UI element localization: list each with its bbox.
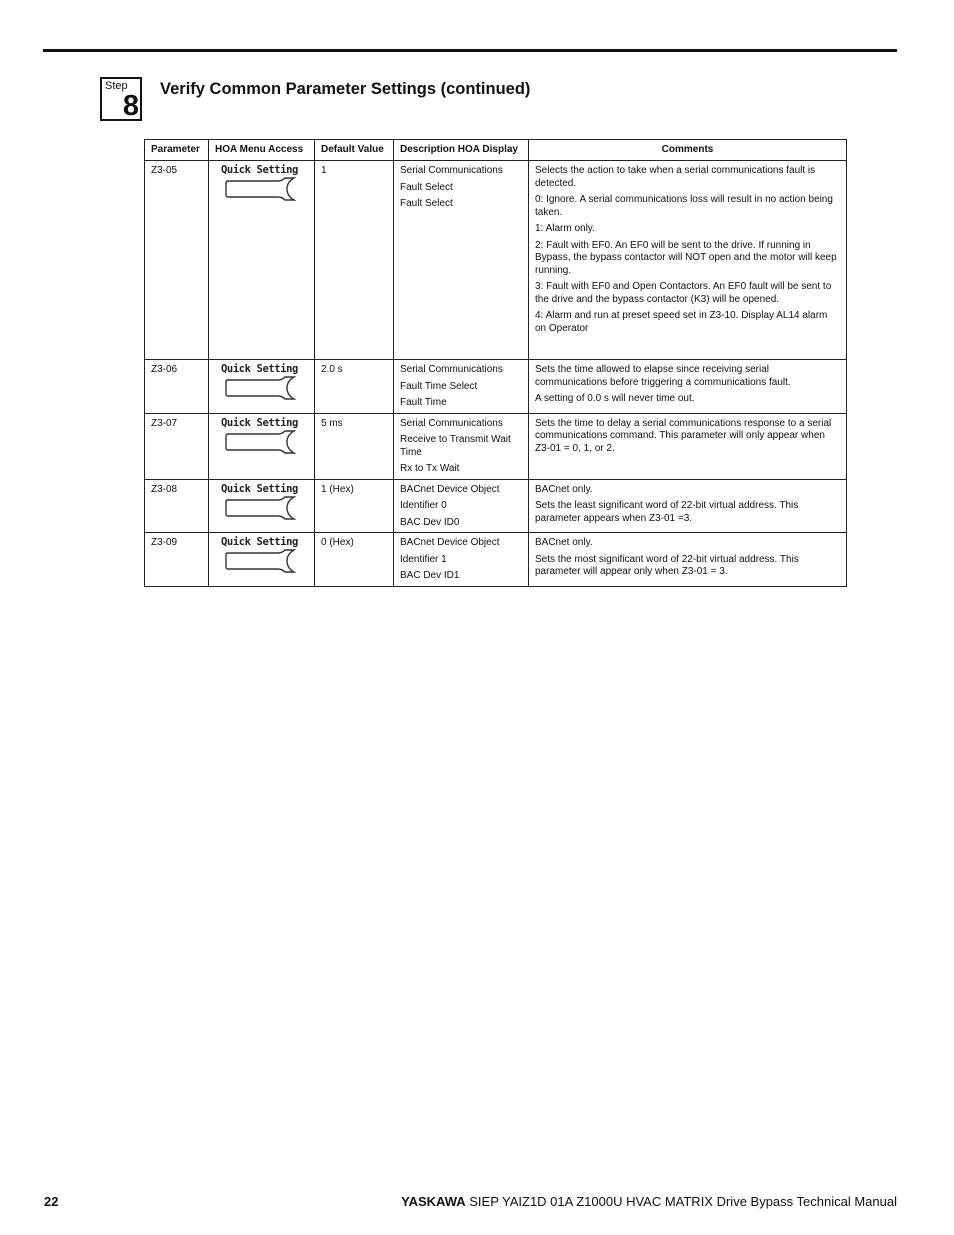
comments-cell (529, 413, 847, 479)
quick-setting-label: Quick Setting (221, 164, 298, 176)
parameter-cell: Z3-09 (145, 533, 209, 587)
menu-access-cell (209, 479, 315, 533)
parameter-table (144, 139, 847, 587)
description-line: Identifier 0 (400, 500, 447, 511)
description-line: Fault Time (400, 397, 447, 408)
description-line: Fault Select (400, 181, 453, 193)
quick-setting-label: Quick Setting (221, 536, 298, 548)
comment-line: Sets the time allowed to elapse since receiving serial communications before triggering a communications fault. (535, 364, 791, 388)
comments-cell (529, 533, 847, 587)
table-row (145, 533, 847, 587)
parameter-cell: Z3-08 (145, 479, 209, 533)
menu-access-cell (209, 533, 315, 587)
step-number: 8 (122, 90, 139, 122)
description-line: Serial Communications (400, 417, 503, 429)
default-value-cell: 5 ms (315, 413, 394, 479)
comment-line: Sets the most significant word of 22-bit virtual address. This parameter will appear only when Z3-01 = 3. (535, 553, 799, 577)
comments-cell (529, 360, 847, 414)
wrench-icon (224, 496, 296, 520)
comment-line: Sets the time to delay a serial communications response to a serial communications command. This parameter will only appear when Z3-01 = 0, 1, or 2. (535, 417, 832, 454)
description-line: BAC Dev ID0 (400, 516, 460, 528)
description-cell (394, 161, 529, 360)
table-header-row (145, 140, 847, 161)
footer-title-text: SIEP YAIZ1D 01A Z1000U HVAC MATRIX Drive Bypass Technical Manual (465, 1194, 897, 1209)
menu-access-cell (209, 360, 315, 414)
footer-manual-title (401, 1194, 897, 1209)
header-description: Description HOA Display (394, 140, 529, 161)
top-rule (43, 49, 897, 52)
table-row (145, 161, 847, 360)
table-row (145, 360, 847, 414)
comment-line: 1: Alarm only. (535, 223, 595, 234)
header-default-value: Default Value (315, 140, 394, 161)
default-value-cell: 1 (315, 161, 394, 360)
comments-cell (529, 161, 847, 360)
description-line: BAC Dev ID1 (400, 570, 460, 581)
comment-line: BACnet only. (535, 483, 593, 495)
wrench-icon (224, 430, 296, 454)
description-line: Identifier 1 (400, 553, 447, 565)
menu-access-cell (209, 413, 315, 479)
wrench-icon (224, 177, 296, 201)
description-line: Serial Communications (400, 364, 503, 375)
default-value-cell: 1 (Hex) (315, 479, 394, 533)
menu-access-cell (209, 161, 315, 360)
comment-line: 2: Fault with EF0. An EF0 will be sent to the drive. If running in Bypass, the bypass contactor will NOT open and the motor will keep running. (535, 239, 837, 276)
description-cell (394, 413, 529, 479)
description-line: Serial Communications (400, 165, 503, 176)
description-cell (394, 360, 529, 414)
comment-line: 4: Alarm and run at preset speed set in Z3-10. Display AL14 alarm on Operator (535, 310, 828, 334)
step-badge (100, 77, 142, 121)
description-cell (394, 479, 529, 533)
description-line: BACnet Device Object (400, 483, 500, 495)
description-cell (394, 533, 529, 587)
header-comments: Comments (529, 140, 847, 161)
description-line: Fault Time Select (400, 380, 478, 392)
footer-brand: YASKAWA (401, 1194, 466, 1209)
comment-line: BACnet only. (535, 537, 593, 548)
parameter-cell: Z3-06 (145, 360, 209, 414)
wrench-icon (224, 376, 296, 400)
quick-setting-label: Quick Setting (221, 416, 298, 429)
table-row (145, 479, 847, 533)
description-line: BACnet Device Object (400, 537, 500, 548)
default-value-cell: 0 (Hex) (315, 533, 394, 587)
description-line: Receive to Transmit Wait Time (400, 434, 511, 458)
comment-line: Selects the action to take when a serial communications fault is detected. (535, 165, 816, 189)
page-heading: Verify Common Parameter Settings (continued) (160, 80, 531, 98)
wrench-icon (224, 549, 296, 573)
comments-cell (529, 479, 847, 533)
step-label: Step (105, 80, 128, 92)
parameter-cell: Z3-07 (145, 413, 209, 479)
page-number: 22 (44, 1194, 59, 1209)
description-line: Fault Select (400, 198, 453, 209)
header-hoa-menu-access: HOA Menu Access (209, 140, 315, 161)
parameter-cell: Z3-05 (145, 161, 209, 360)
quick-setting-label: Quick Setting (221, 482, 298, 495)
comment-line: 0: Ignore. A serial communications loss will result in no action being taken. (535, 194, 833, 218)
header-parameter: Parameter (145, 140, 209, 161)
comment-line: 3: Fault with EF0 and Open Contactors. An EF0 fault will be sent to the drive and the bypass contactor (K3) will be opened. (535, 281, 832, 305)
comment-line: Sets the least significant word of 22-bit virtual address. This parameter appears when Z3-01 =3. (535, 500, 799, 524)
default-value-cell: 2.0 s (315, 360, 394, 414)
comment-line: A setting of 0.0 s will never time out. (535, 393, 695, 404)
description-line: Rx to Tx Wait (400, 463, 460, 474)
quick-setting-label: Quick Setting (221, 363, 298, 375)
table-row (145, 413, 847, 479)
